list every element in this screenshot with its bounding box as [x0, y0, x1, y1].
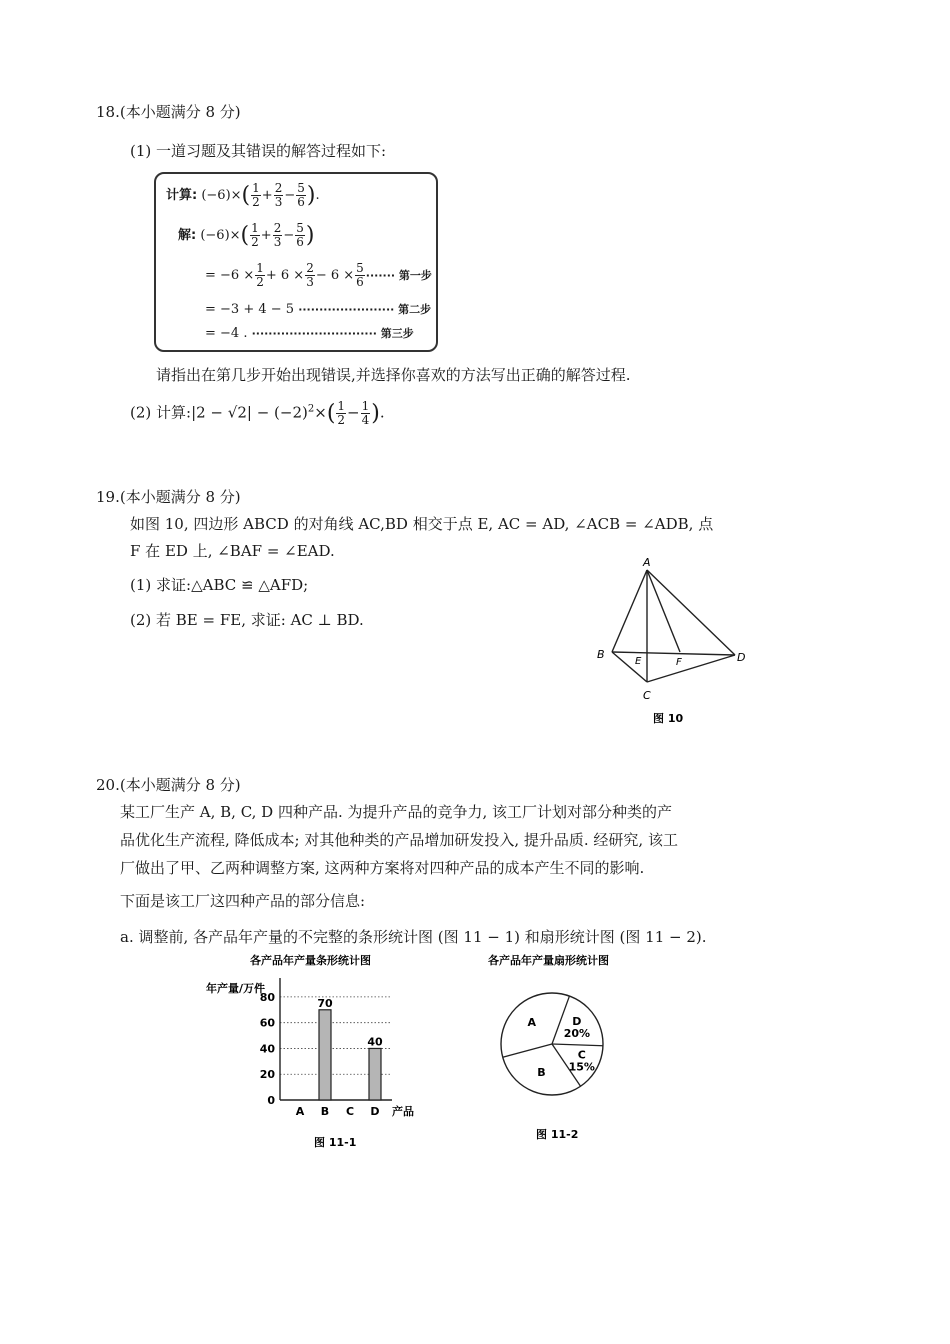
- box-line-step1: = −6 × $\frac{1}{2}$ + 6 × $\frac{2}{3}$ − 6 × $\frac{5}{6}$ ······· 第一步: [205, 261, 432, 289]
- x-tick-label: B: [320, 1105, 330, 1118]
- jie-label: 解:: [178, 228, 197, 243]
- box-line-calc: 计算: (−6)×( $\frac{1}{2}$ + $\frac{2}{3}$ − $\frac{5}{6}$ ).: [166, 181, 320, 209]
- q20-p1: 某工厂生产 A, B, C, D 四种产品. 为提升产品的竞争力, 该工厂计划对部分种类的产: [120, 803, 673, 821]
- step2-label: ······················· 第二步: [298, 303, 432, 316]
- box-line-step2: = −3 + 4 − 5 ······················· 第二步: [205, 302, 432, 317]
- q19-header: 19.(本小题满分 8 分): [96, 488, 241, 506]
- y-tick-label: 80: [259, 990, 275, 1004]
- point-label-E: E: [635, 656, 642, 667]
- q19-part2: (2) 若 BE = FE, 求证: AC ⊥ BD.: [130, 611, 364, 629]
- step3-label: ······························ 第三步: [251, 327, 414, 340]
- slice-label-C: C: [577, 1048, 586, 1062]
- point-label-F: F: [676, 657, 682, 668]
- y-tick-label: 60: [259, 1016, 275, 1030]
- q18-part1-intro: (1) 一道习题及其错误的解答过程如下:: [130, 142, 387, 160]
- bar-chart-ylabel: 年产量/万件: [206, 982, 266, 995]
- bar-label-B: 70: [317, 996, 333, 1010]
- y-tick-label: 20: [259, 1068, 275, 1082]
- slice-label-D: D: [572, 1015, 582, 1029]
- slice-boundary: [503, 1044, 552, 1057]
- q19-line2: F 在 ED 上, ∠BAF = ∠EAD.: [130, 542, 335, 560]
- point-label-C: C: [643, 689, 651, 702]
- box-line-jie: 解: (−6)×( $\frac{1}{2}$ + $\frac{2}{3}$ − $\frac{5}{6}$ ): [178, 221, 315, 249]
- slice-label-A: A: [527, 1015, 536, 1029]
- q19-part1: (1) 求证:△ABC ≌ △AFD;: [130, 576, 309, 594]
- q20-header: 20.(本小题满分 8 分): [96, 776, 241, 794]
- bar-chart: [200, 948, 440, 1158]
- slice-boundary: [552, 1044, 603, 1046]
- bar-B: [319, 1010, 331, 1100]
- pie-chart-caption: 图 11-2: [536, 1128, 579, 1141]
- point-label-B: B: [597, 648, 605, 661]
- q18-instruction: 请指出在第几步开始出现错误,并选择你喜欢的方法写出正确的解答过程.: [156, 366, 631, 384]
- x-tick-label: D: [370, 1105, 380, 1118]
- x-tick-label: A: [295, 1105, 305, 1118]
- point-label-A: A: [643, 556, 651, 569]
- slice-label-C: 15%: [568, 1060, 595, 1074]
- point-label-D: D: [737, 651, 746, 664]
- figure-10-caption: 图 10: [653, 712, 684, 725]
- bar-chart-caption: 图 11-1: [314, 1136, 357, 1149]
- q18-header: 18.(本小题满分 8 分): [96, 103, 241, 121]
- step1-label: ······· 第一步: [365, 269, 432, 282]
- q20-item-a: a. 调整前, 各产品年产量的不完整的条形统计图 (图 11 − 1) 和扇形统计图 (图 11 − 2).: [120, 928, 707, 946]
- y-tick-label: 40: [259, 1042, 275, 1056]
- x-tick-label: C: [345, 1105, 355, 1118]
- q20-p4: 下面是该工厂这四种产品的部分信息:: [120, 892, 366, 910]
- slice-label-B: B: [537, 1066, 546, 1080]
- q18-part2: (2) 计算:|2 − $√2| - (-2)^2\times$( $\frac{1}{2}$ − $\frac{1}{4}$ ).: [130, 399, 385, 427]
- figure-10: [585, 552, 765, 732]
- q19-line1: 如图 10, 四边形 ABCD 的对角线 AC,BD 相交于点 E, AC = AD, ∠ACB = ∠ADB, 点: [130, 515, 714, 533]
- box-line-step3: = −4 . ······························ 第三步: [205, 326, 414, 341]
- bar-chart-title: 各产品年产量条形统计图: [250, 954, 371, 967]
- slice-label-D: 20%: [563, 1027, 591, 1041]
- pie-chart: [480, 948, 630, 1158]
- y-tick-label: 0: [267, 1094, 275, 1107]
- q20-p3: 厂做出了甲、乙两种调整方案, 这两种方案将对四种产品的成本产生不同的影响.: [120, 859, 645, 877]
- pie-chart-title: 各产品年产量扇形统计图: [488, 954, 609, 967]
- bar-D: [369, 1048, 381, 1100]
- bar-chart-xlabel: 产品: [392, 1105, 414, 1118]
- calc-label: 计算:: [166, 188, 198, 203]
- bar-label-D: 40: [367, 1035, 383, 1049]
- q20-p2: 品优化生产流程, 降低成本; 对其他种类的产品增加研发投入, 提升品质. 经研究, 该工: [120, 831, 678, 849]
